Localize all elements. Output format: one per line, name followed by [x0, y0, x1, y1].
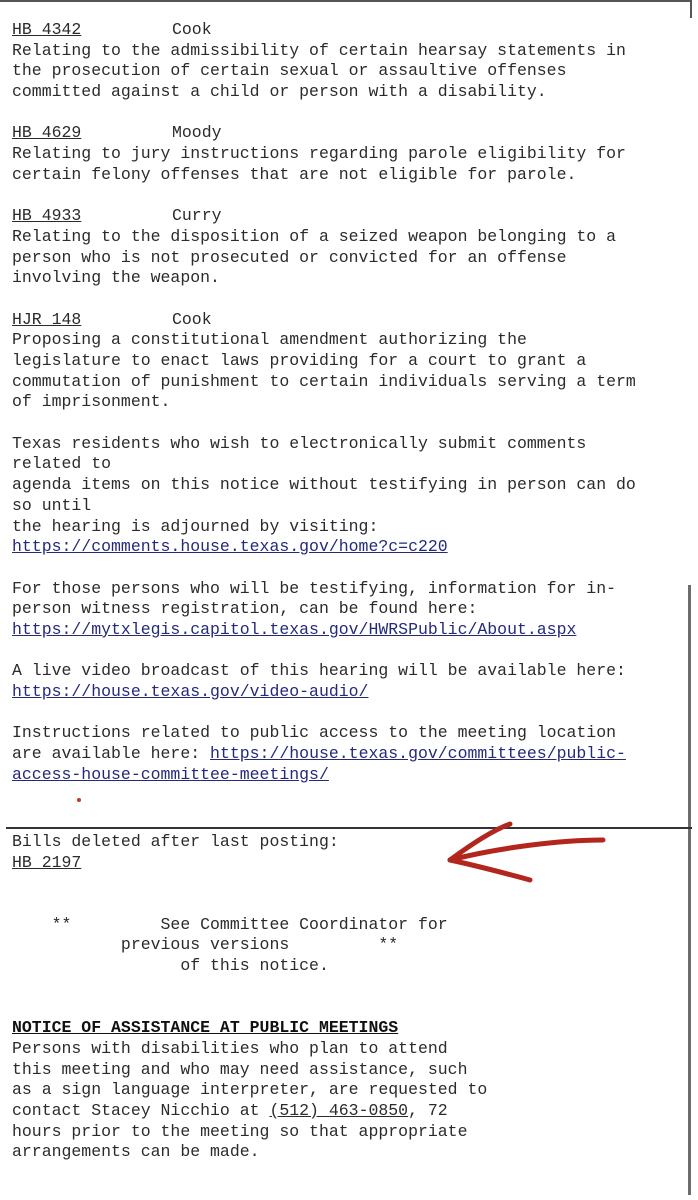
video-notice	[12, 661, 692, 702]
deleted-bill-number[interactable]: HB 2197	[12, 852, 82, 872]
bill-header	[12, 123, 692, 144]
notice-line: Instructions related to public access to the meeting location	[12, 723, 616, 743]
bill-header	[12, 206, 692, 227]
bill-caption-line: committed against a child or person with a disability.	[12, 82, 547, 102]
coordinator-note-line: previous versions **	[12, 935, 399, 955]
assistance-text: contact Stacey Nicchio at	[12, 1100, 270, 1120]
assistance-line: arrangements can be made.	[12, 1142, 260, 1162]
bill-caption-line: legislature to enact laws providing for a court to grant a	[12, 351, 587, 370]
assistance-line: as a sign language interpreter, are requested to	[12, 1080, 488, 1100]
notice-line: agenda items on this notice without testifying in person can do	[12, 475, 636, 495]
comments-notice	[12, 434, 692, 558]
phone-number[interactable]: (512) 463-0850	[269, 1100, 409, 1120]
bill-entry	[12, 310, 692, 413]
red-arrow-annotation	[438, 818, 613, 888]
notice-body	[12, 20, 692, 785]
notice-line: so until	[12, 495, 92, 515]
bill-number[interactable]: HJR 148	[12, 309, 82, 329]
annotation-dot	[77, 798, 81, 802]
bill-caption-line: of imprisonment.	[12, 392, 171, 412]
bill-caption-line: Proposing a constitutional amendment authorizing the	[12, 330, 527, 350]
notice-line: For those persons who will be testifying, information for in-	[12, 578, 616, 598]
bill-author: Moody	[172, 123, 222, 143]
assistance-line: this meeting and who may need assistance, such	[12, 1059, 468, 1079]
bill-author: Cook	[172, 20, 212, 39]
video-audio-link[interactable]: https://house.texas.gov/video-audio/	[12, 682, 369, 701]
assistance-line: hours prior to the meeting so that appropriate	[12, 1121, 468, 1141]
bill-header	[12, 20, 692, 41]
bill-entry	[12, 20, 692, 103]
notice-line: person witness registration, can be found here:	[12, 599, 478, 619]
access-notice	[12, 723, 692, 785]
bill-caption-line: commutation of punishment to certain individuals serving a term	[12, 371, 636, 391]
notice-line: Texas residents who wish to electronically submit comments	[12, 433, 587, 453]
assistance-heading: NOTICE OF ASSISTANCE AT PUBLIC MEETINGS	[12, 1018, 399, 1038]
bill-caption-line: involving the weapon.	[12, 268, 220, 288]
bill-caption-line: Relating to jury instructions regarding parole eligibility for	[12, 144, 626, 164]
coordinator-note-line: of this notice.	[12, 956, 329, 976]
bill-number[interactable]: HB 4342	[12, 20, 82, 39]
page-corner-border	[690, 0, 692, 18]
bill-caption-line: Relating to the disposition of a seized weapon belonging to a	[12, 226, 616, 246]
assistance-line: Persons with disabilities who plan to attend	[12, 1038, 448, 1058]
witness-notice	[12, 579, 692, 641]
notice-line: A live video broadcast of this hearing will be available here:	[12, 661, 626, 681]
assistance-text: , 72	[408, 1100, 448, 1120]
notice-line: related to	[12, 454, 112, 474]
bill-author: Cook	[172, 309, 212, 329]
bill-number[interactable]: HB 4629	[12, 123, 82, 143]
public-access-link[interactable]: https://house.texas.gov/committees/public-	[210, 744, 626, 764]
bill-author: Curry	[172, 206, 222, 226]
bill-number[interactable]: HB 4933	[12, 206, 82, 226]
bill-caption-line: certain felony offenses that are not eligible for parole.	[12, 164, 577, 184]
page-top-border	[0, 0, 692, 2]
bill-entry	[12, 206, 692, 289]
assistance-line	[12, 1101, 692, 1122]
bill-caption-line: Relating to the admissibility of certain hearsay statements in	[12, 40, 626, 60]
public-access-link-continued[interactable]: access-house-committee-meetings/	[12, 764, 329, 784]
bill-entry	[12, 123, 692, 185]
notice-line: the hearing is adjourned by visiting:	[12, 516, 379, 536]
bill-caption-line: the prosecution of certain sexual or assaultive offenses	[12, 61, 567, 81]
deleted-bills-label: Bills deleted after last posting:	[12, 832, 339, 851]
coordinator-note-line: ** See Committee Coordinator for	[12, 914, 448, 934]
bill-header	[12, 310, 692, 331]
witness-registration-link[interactable]: https://mytxlegis.capitol.texas.gov/HWRSPublic/About.aspx	[12, 619, 577, 639]
notice-text: are available here:	[12, 744, 211, 764]
bill-caption-line: person who is not prosecuted or convicted for an offense	[12, 247, 567, 267]
comments-link[interactable]: https://comments.house.texas.gov/home?c=c220	[12, 537, 448, 557]
